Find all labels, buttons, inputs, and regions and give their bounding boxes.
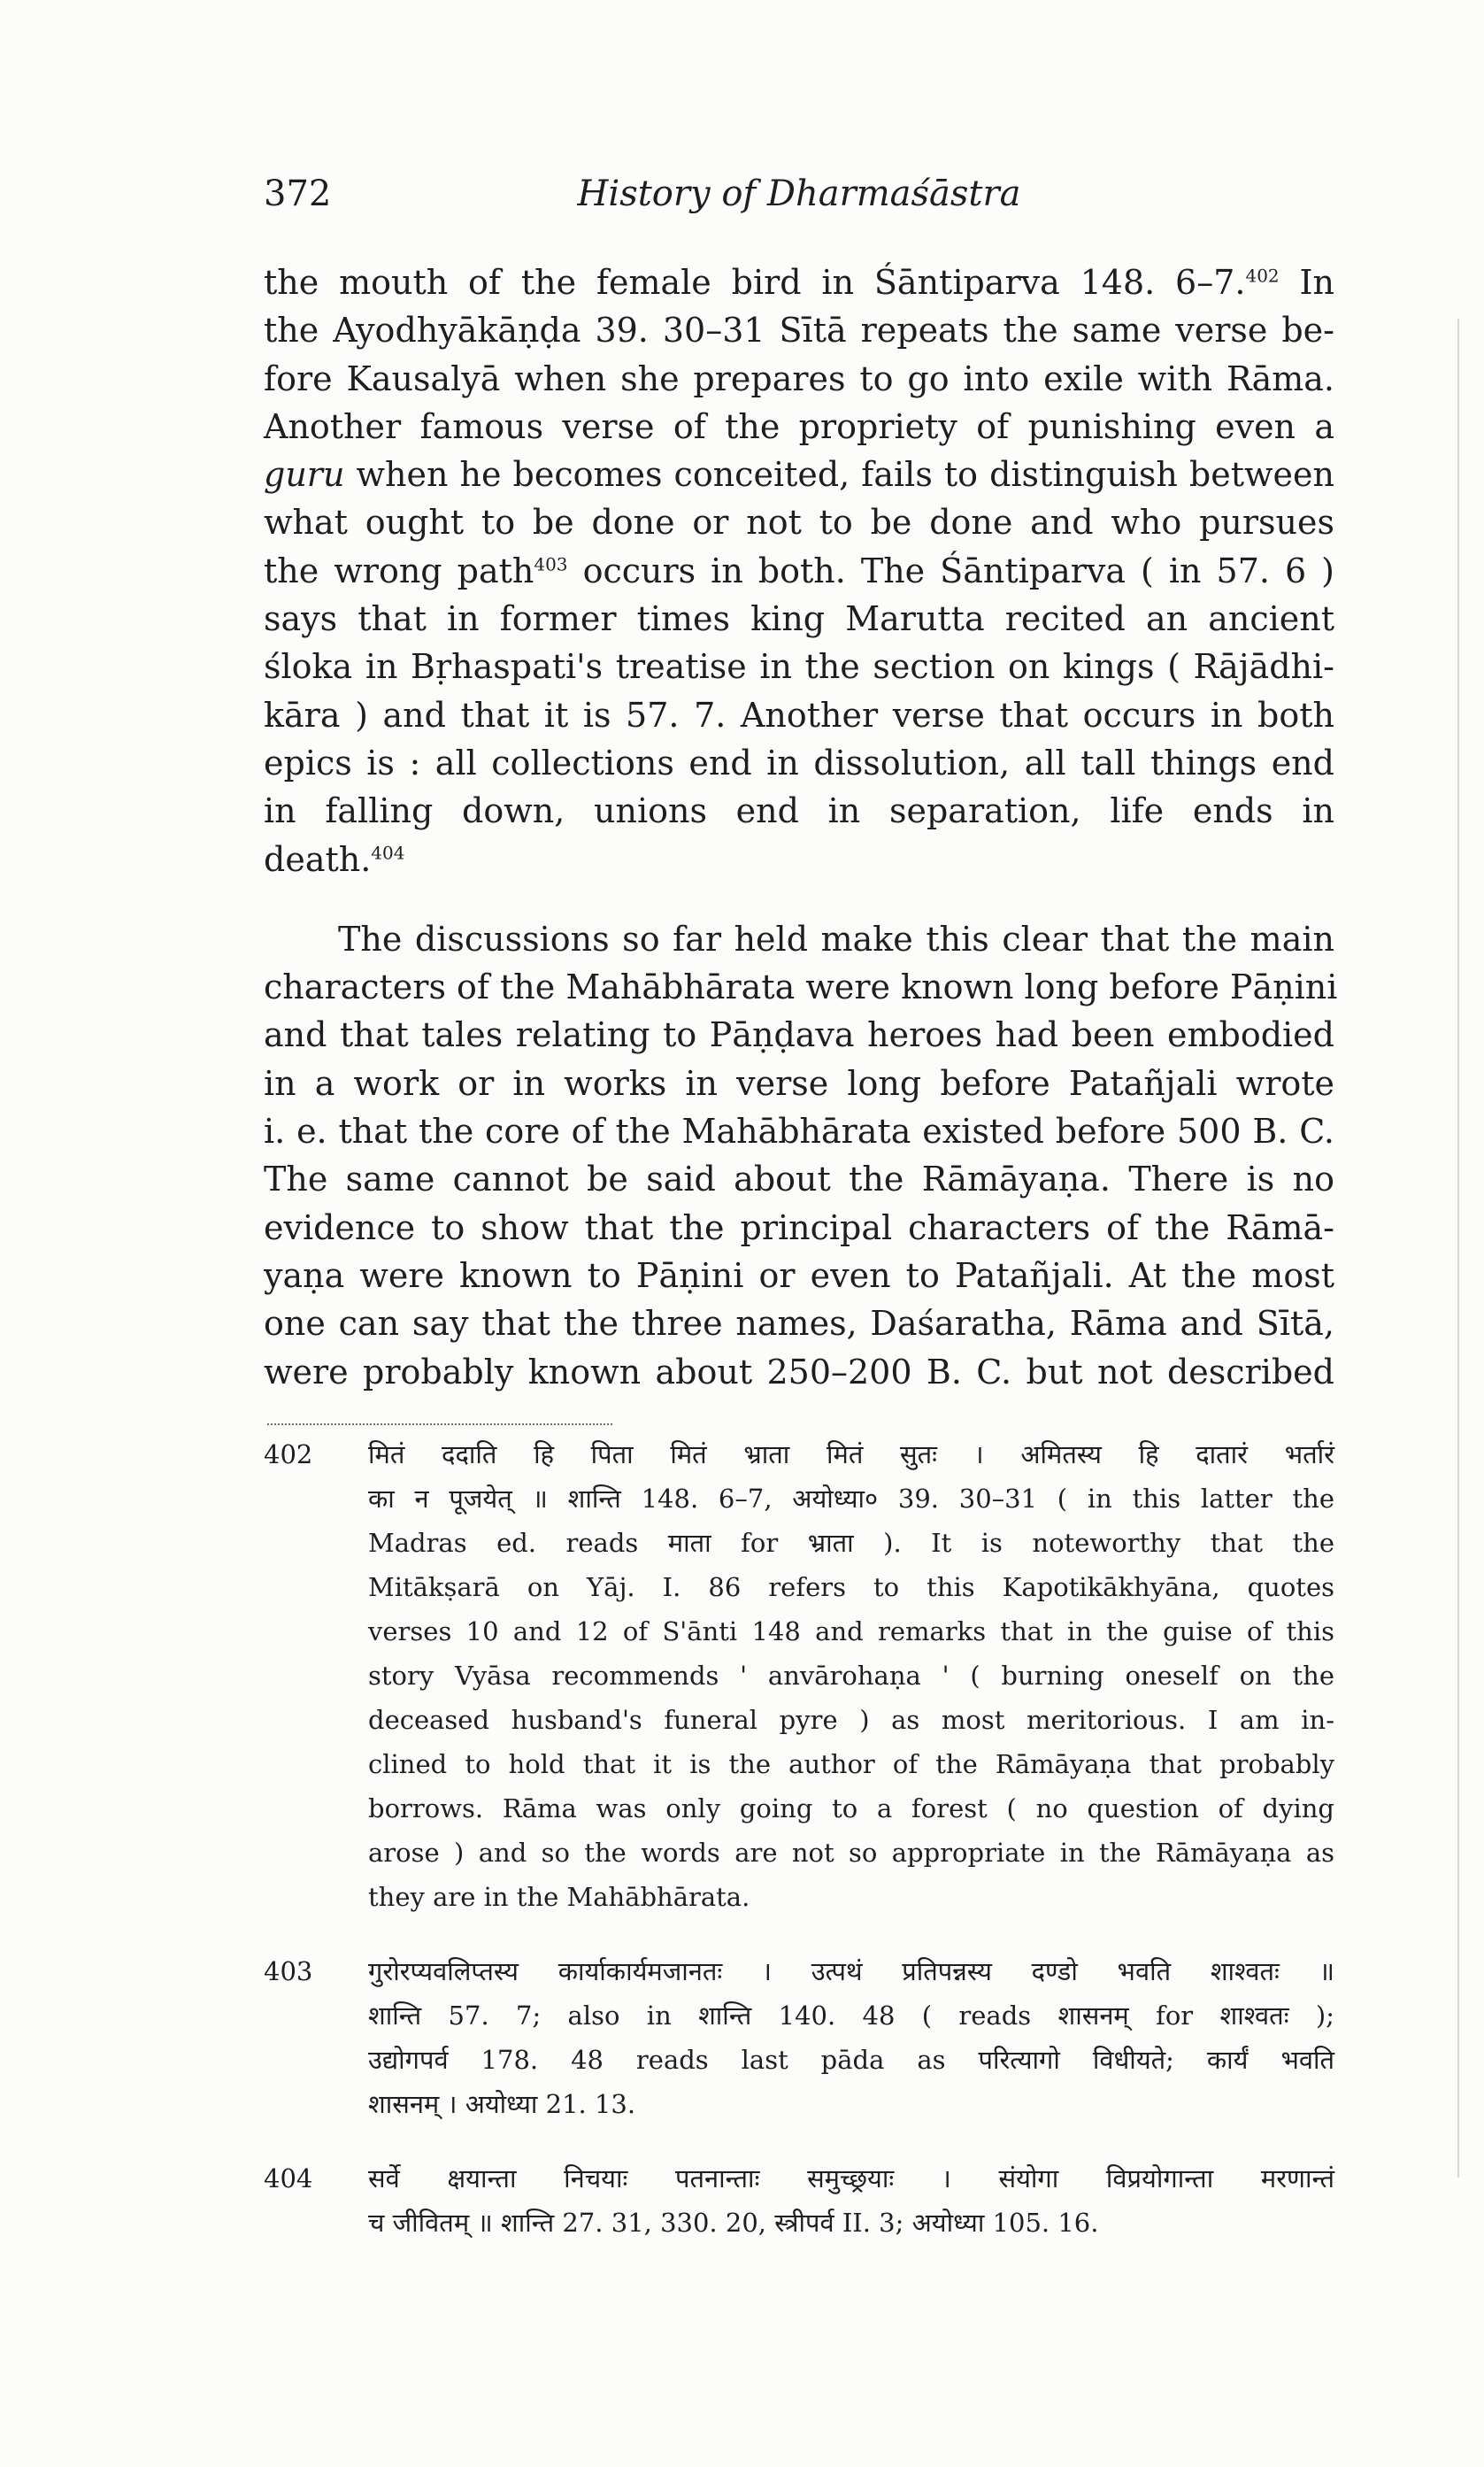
footnote-line: verses 10 and 12 of S'ānti 148 and remarks that in the guise of this xyxy=(368,1616,1334,1646)
footnote-line: story Vyāsa recommends ' anvārohaṇa ' ( burning oneself on the xyxy=(368,1661,1334,1691)
footnote-line: च जीवितम् ॥ शान्ति 27. 31, 330. 20, स्त्रीपर्व II. 3; अयोध्या 105. 16. xyxy=(368,2208,1099,2238)
text-line: characters of the Mahābhārata were known long before Pāṇini xyxy=(264,968,1338,1007)
page-edge-shadow xyxy=(1457,319,1459,2178)
page-header xyxy=(264,173,1334,223)
footnote-403 xyxy=(264,1949,1334,2126)
footnote-line: clined to hold that it is the author of the Rāmāyaṇa that probably xyxy=(368,1749,1334,1779)
paragraph-1 xyxy=(264,258,1334,883)
footnote-404 xyxy=(264,2156,1334,2245)
footnote-line: मितं ददाति हि पिता मितं भ्राता मितं सुतः । अमितस्य हि दातारं भर्तारं xyxy=(368,1439,1334,1469)
footnote-line: Madras ed. reads माता for भ्राता ). It is noteworthy that the xyxy=(368,1528,1334,1558)
text-line: fore Kausalyā when she prepares to go into exile with Rāma. xyxy=(264,358,1334,398)
footnote-number: 403 xyxy=(264,1956,313,1986)
text-line: one can say that the three names, Daśaratha, Rāma and Sītā, xyxy=(264,1304,1334,1344)
text-line: Another famous verse of the propriety of punishing even a xyxy=(264,406,1334,446)
text-line: the mouth of the female bird in Śāntiparva 148. 6–7.$^{402}$ In xyxy=(264,263,1334,302)
text-line: i. e. that the core of the Mahābhārata existed before 500 B. C. xyxy=(264,1112,1334,1152)
paragraph-2 xyxy=(264,915,1338,1396)
text-line: yaṇa were known to Pāṇini or even to Patañjali. At the most xyxy=(264,1255,1334,1295)
text-line: the wrong path$^{403}$ occurs in both. The Śāntiparva ( in 57. 6 ) xyxy=(264,551,1334,590)
footnote-line: Mitākṣarā on Yāj. I. 86 refers to this Kapotikākhyāna, quotes xyxy=(368,1572,1334,1602)
running-title: History of Dharmaśāstra xyxy=(577,173,1021,214)
text-line: epics is : all collections end in dissolution, all tall things end xyxy=(264,743,1334,783)
footnote-line: शान्ति 57. 7; also in शान्ति 140. 48 ( reads शासनम् for शाश्वतः ); xyxy=(368,2001,1334,2031)
text-line: śloka in Bṛhaspati's treatise in the section on kings ( Rājādhi- xyxy=(264,647,1334,687)
footnote-line: शासनम् । अयोध्या 21. 13. xyxy=(368,2089,636,2119)
footnote-number: 404 xyxy=(264,2163,313,2193)
footnote-rule xyxy=(267,1423,612,1425)
footnote-402 xyxy=(264,1432,1334,1919)
text-line: what ought to be done or not to be done and who pursues xyxy=(264,503,1334,543)
text-line: the Ayodhyākāṇḍa 39. 30–31 Sītā repeats the same verse be- xyxy=(264,311,1334,351)
body-text xyxy=(264,258,1338,1396)
footnotes xyxy=(264,1432,1334,2245)
footnote-line: सर्वे क्षयान्ता निचयाः पतनान्ताः समुच्छ्रयाः । संयोगा विप्रयोगान्ता मरणान्तं xyxy=(368,2163,1334,2193)
text-line: The discussions so far held make this clear that the main xyxy=(338,919,1334,959)
footnote-line: गुरोरप्यवलिप्तस्य कार्याकार्यमजानतः । उत्पथं प्रतिपन्नस्य दण्डो भवति शाश्वतः ॥ xyxy=(368,1956,1334,1986)
footnote-line: का न पूजयेत् ॥ शान्ति 148. 6–7, अयोध्या० 39. 30–31 ( in this latter the xyxy=(368,1484,1334,1514)
text-line: The same cannot be said about the Rāmāyaṇa. There is no xyxy=(264,1160,1334,1199)
text-line: in a work or in works in verse long before Patañjali wrote xyxy=(264,1063,1334,1103)
text-line: were probably known about 250–200 B. C. but not described xyxy=(264,1352,1334,1392)
text-line: evidence to show that the principal characters of the Rāmā- xyxy=(264,1207,1334,1247)
footnote-line: arose ) and so the words are not so appropriate in the Rāmāyaṇa as xyxy=(368,1838,1334,1868)
footnote-number: 402 xyxy=(264,1439,313,1469)
text-line: death.$^{404}$ xyxy=(264,839,405,879)
footnote-line: उद्योगपर्व 178. 48 reads last pāda as परित्यागो विधीयते; कार्यं भवति xyxy=(368,2045,1334,2075)
text-line: and that tales relating to Pāṇḍava heroes had been embodied xyxy=(264,1015,1334,1055)
text-line: in falling down, unions end in separation, life ends in xyxy=(264,791,1334,831)
footnote-line: borrows. Rāma was only going to a forest ( no question of dying xyxy=(368,1793,1334,1823)
text-line: kāra ) and that it is 57. 7. Another verse that occurs in both xyxy=(264,695,1334,735)
footnote-line: they are in the Mahābhārata. xyxy=(368,1882,750,1912)
footnote-line: deceased husband's funeral pyre ) as most meritorious. I am in- xyxy=(368,1705,1334,1735)
text-line: guru when he becomes conceited, fails to distinguish between xyxy=(264,455,1334,495)
text-line: says that in former times king Marutta recited an ancient xyxy=(264,599,1334,639)
page-number: 372 xyxy=(264,173,332,214)
